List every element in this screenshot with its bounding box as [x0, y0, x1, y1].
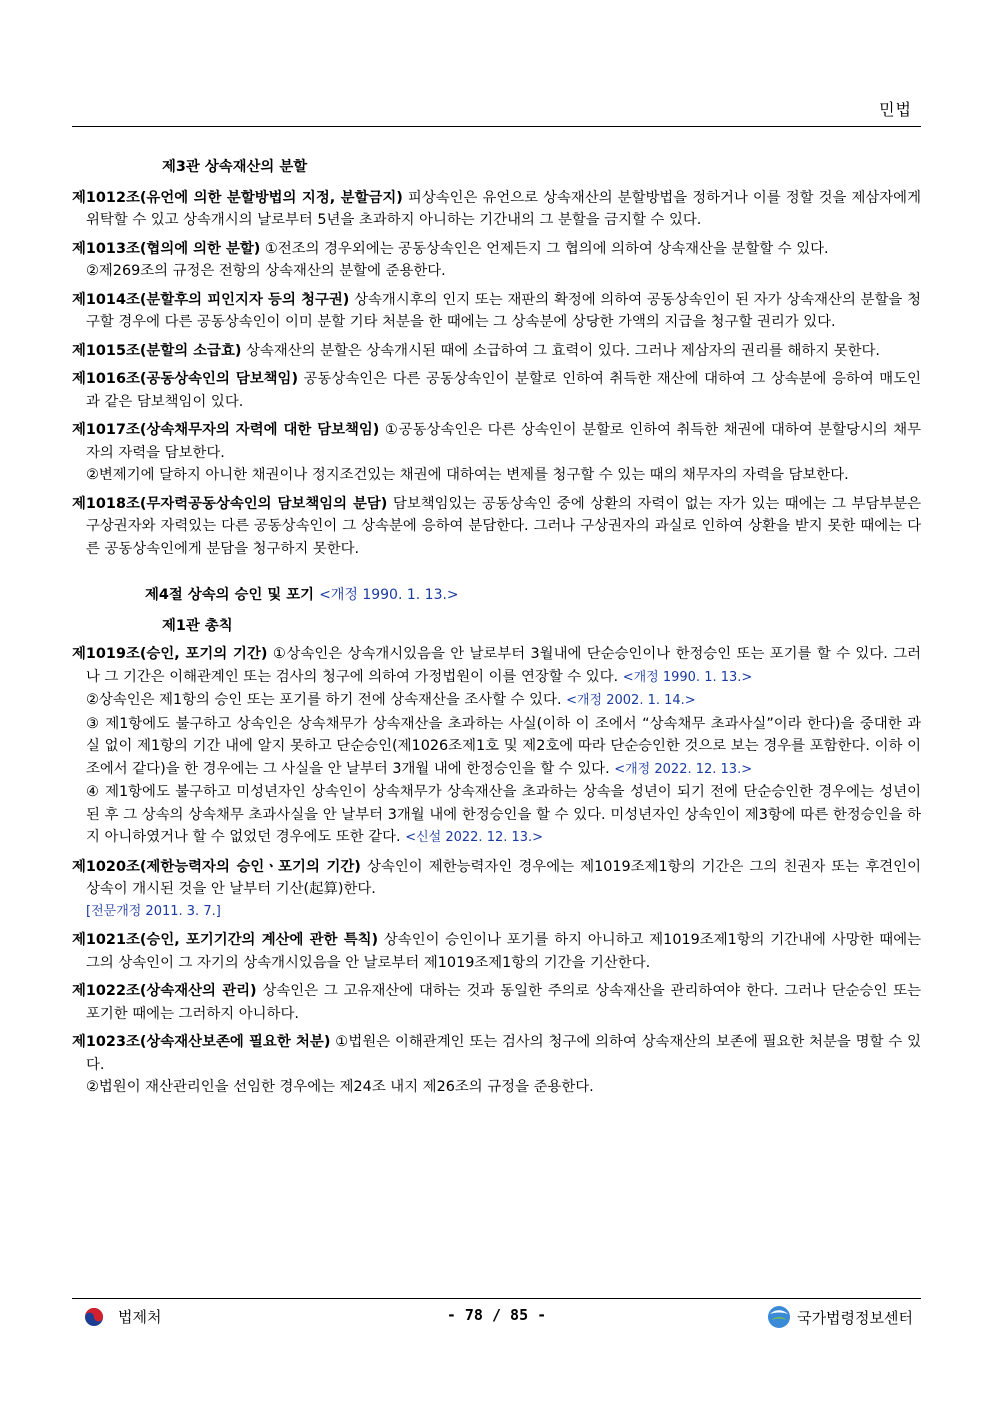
section-heading-jeol4 [72, 584, 921, 607]
article-1021 [72, 929, 921, 974]
article-text: 상속재산의 분할은 상속개시된 때에 소급하여 그 효력이 있다. 그러나 제삼자의 권리를 해하지 못한다. [241, 342, 881, 359]
globe-logo-icon [767, 1305, 791, 1329]
revision-note: [전문개정 2011. 3. 7.] [86, 903, 221, 919]
article-title: 제1019조(승인, 포기의 기간) [72, 646, 268, 662]
article-1013 [72, 238, 921, 283]
article-text: 상속개시후의 인지 또는 재판의 확정에 의하여 공동상속인이 된 자가 상속재산의 분할을 청구할 경우에 다른 공동상속인이 이미 분할 기타 처분을 한 때에는 그 상속분에 상당한 가액의 지급을 청구할 권리가 있다. [86, 291, 921, 330]
article-text: ①공동상속인은 다른 상속인이 분할로 인하여 취득한 채권에 대하여 분할당시의 채무자의 자력을 담보한다. [86, 422, 922, 461]
footer-org-name: 법제처 [118, 1308, 162, 1326]
section-heading-gwan3: 제3관 상속재산의 분할 [162, 159, 308, 175]
article-1015 [72, 340, 921, 363]
document-body [72, 156, 921, 1105]
article-paragraph: ③ 제1항에도 불구하고 상속인은 상속채무가 상속재산을 초과하는 사실(이하 이 조에서 “상속채무 초과사실”이라 한다)을 중대한 과실 없이 제1항의 기간 내에 알지 못하고 단순승인(제1026조제1호 및 제2호에 따라 단순승인한 것으로 보는 경우를 포함한다. 이하 이 조에서 같다)을 한 경우에는 그 사실을 안 날부터 3개월 내에 한정승인을 할 수 있다. [86, 715, 921, 777]
article-text: 담보책임있는 공동상속인 중에 상환의 자력이 없는 자가 있는 때에는 그 부담부분은 구상권자와 자력있는 다른 공동상속인이 그 상속분에 응하여 분담한다. 그러나 구상권자의 과실로 인하여 상환을 받지 못한 때에는 다른 공동상속인에게 분담을 청구하지 못한다. [86, 495, 922, 557]
article-1016 [72, 368, 921, 413]
article-1019 [72, 643, 921, 850]
article-text: ①전조의 경우외에는 공동상속인은 언제든지 그 협의에 의하여 상속재산을 분할할 수 있다. [260, 240, 829, 257]
article-paragraph: ②상속인은 제1항의 승인 또는 포기를 하기 전에 상속재산을 조사할 수 있다. [86, 692, 567, 708]
article-paragraph: ②제269조의 규정은 전항의 상속재산의 분할에 준용한다. [86, 263, 446, 279]
article-text: 공동상속인은 다른 공동상속인이 분할로 인하여 취득한 재산에 대하여 그 상속분에 응하여 매도인과 같은 담보책임이 있다. [86, 371, 921, 410]
article-title: 제1022조(상속재산의 관리) [72, 983, 257, 999]
article-paragraph: ④ 제1항에도 불구하고 미성년자인 상속인이 상속채무가 상속재산을 초과하는 상속을 성년이 되기 전에 단순승인한 경우에는 성년이 된 후 그 상속의 상속채무 초과사실을 안 날부터 3개월 내에 한정승인을 할 수 있다. 미성년자인 상속인이 제3항에 따른 한정승인을 하지 아니하였거나 할 수 없었던 경우에도 또한 같다. [86, 784, 921, 845]
article-1023 [72, 1031, 921, 1099]
article-title: 제1023조(상속재산보존에 필요한 처분) [72, 1034, 331, 1050]
article-title: 제1014조(분할후의 피인지자 등의 청구권) [72, 291, 350, 308]
amendment-note: <개정 2002. 1. 14.> [566, 693, 696, 708]
footer-right [767, 1305, 913, 1329]
page-number: - 78 / 85 - [446, 1306, 547, 1324]
article-title: 제1017조(상속채무자의 자력에 대한 담보책임) [72, 422, 380, 438]
article-1022 [72, 980, 921, 1025]
article-title: 제1021조(승인, 포기기간의 계산에 관한 특칙) [72, 932, 379, 948]
article-text: ①상속인은 상속개시있음을 안 날로부터 3월내에 단순승인이나 한정승인 또는 포기를 할 수 있다. 그러나 그 기간은 이해관계인 또는 검사의 청구에 의하여 가정법원이 이를 연장할 수 있다. [86, 646, 921, 685]
article-text: 상속인이 제한능력자인 경우에는 제1019조제1항의 기간은 그의 친권자 또는 후견인이 상속이 개시된 것을 안 날부터 기산(起算)한다. [86, 858, 921, 897]
footer-center-name: 국가법령정보센터 [797, 1308, 913, 1327]
article-text: 상속인은 그 고유재산에 대하는 것과 동일한 주의로 상속재산을 관리하여야 한다. 그러나 단순승인 또는 포기한 때에는 그러하지 아니하다. [86, 983, 921, 1022]
article-title: 제1020조(제한능력자의 승인ㆍ포기의 기간) [72, 858, 361, 875]
amendment-note: <개정 1990. 1. 13.> [319, 587, 459, 603]
article-1014 [72, 289, 921, 334]
article-title: 제1016조(공동상속인의 담보책임) [72, 371, 299, 387]
article-title: 제1012조(유언에 의한 분할방법의 지정, 분할금지) [72, 189, 403, 206]
article-title: 제1015조(분할의 소급효) [72, 342, 242, 359]
article-text: ①법원은 이해관계인 또는 검사의 청구에 의하여 상속재산의 보존에 필요한 처분을 명할 수 있다. [86, 1034, 921, 1073]
article-1017 [72, 419, 921, 487]
footer-divider [72, 1298, 921, 1299]
amendment-note: <개정 1990. 1. 13.> [622, 669, 753, 685]
article-1018 [72, 493, 921, 561]
article-1012 [72, 187, 921, 232]
article-paragraph: ②변제기에 달하지 아니한 채권이나 정지조건있는 채권에 대하여는 변제를 청구할 수 있는 때의 채무자의 자력을 담보한다. [86, 467, 849, 483]
article-text: 피상속인은 유언으로 상속재산의 분할방법을 정하거나 이를 정할 것을 제삼자에게 위탁할 수 있고 상속개시의 날로부터 5년을 초과하지 아니하는 기간내의 그 분할을 금지할 수 있다. [86, 189, 921, 228]
amendment-note: <개정 2022. 12. 13.> [614, 761, 753, 777]
document-title: 민법 [879, 100, 912, 119]
article-title: 제1018조(무자력공동상속인의 담보책임의 분담) [72, 495, 388, 512]
article-text: 상속인이 승인이나 포기를 하지 아니하고 제1019조제1항의 기간내에 사망한 때에는 그의 상속인이 그 자기의 상속개시있음을 안 날로부터 제1019조제1항의 기간을 기산한다. [86, 932, 921, 971]
article-title: 제1013조(협의에 의한 분할) [72, 240, 261, 257]
section-title: 제4절 상속의 승인 및 포기 [145, 587, 315, 603]
header-divider [72, 126, 921, 127]
amendment-note: <신설 2022. 12. 13.> [405, 830, 544, 845]
page-footer [72, 1303, 921, 1333]
article-paragraph: ②법원이 재산관리인을 선임한 경우에는 제24조 내지 제26조의 규정을 준용한다. [86, 1079, 594, 1095]
section-heading-gwan1: 제1관 총칙 [162, 617, 233, 634]
article-1020 [72, 856, 921, 924]
